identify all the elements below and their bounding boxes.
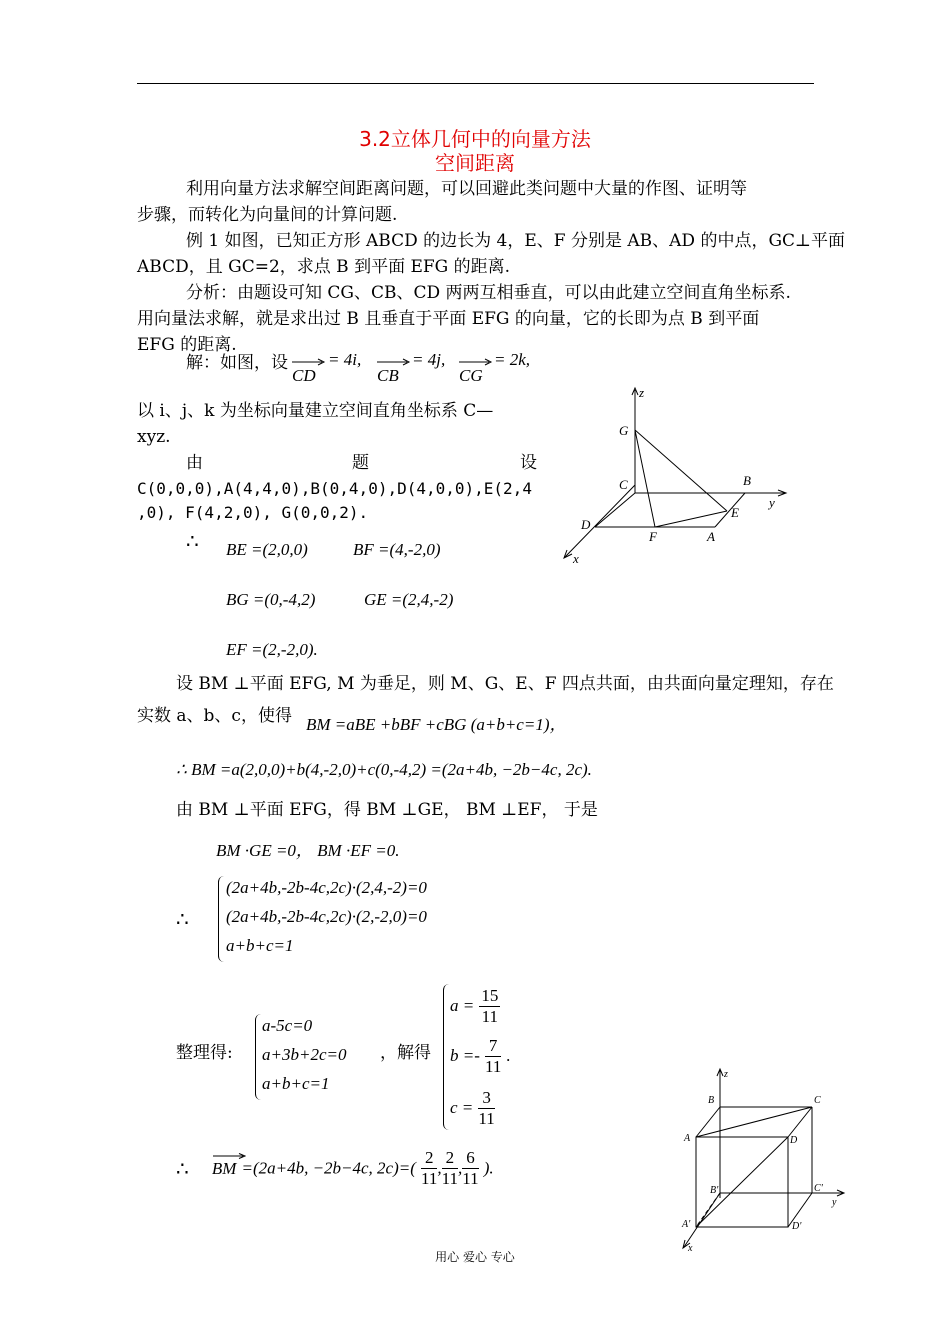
cube-label-bp: B' (710, 1185, 719, 1196)
vector-bg: BG =(0,-4,2) (226, 590, 316, 609)
edge-ab (715, 493, 745, 527)
final-fraction-2-denominator: 11 (441, 1169, 458, 1188)
fraction-c-numerator: 3 (478, 1088, 494, 1109)
final-vector-bm (212, 1159, 237, 1179)
vector-cg-value: = 2k, (494, 350, 531, 369)
cube-label-cp: C' (814, 1183, 823, 1194)
final-fraction-1 (421, 1148, 437, 1189)
figure-cube (672, 1065, 850, 1255)
cube-label-d: D (790, 1135, 798, 1146)
x-axis (565, 485, 635, 557)
cube-edge-ab (696, 1107, 720, 1137)
vector-arrow-icon (457, 358, 493, 366)
final-middle: =(2a+4b, −2b−4c, 2c)=( (241, 1158, 416, 1178)
example-line-2: ABCD，且 GC=2，求点 B 到平面 EFG 的距离. (137, 257, 511, 277)
vector-arrow-icon (290, 358, 326, 366)
system-brace (218, 876, 225, 962)
vector-be: BE =(2,0,0) (226, 540, 308, 559)
final-fraction-1-denominator: 11 (421, 1169, 438, 1188)
coplanar-line-2a: 实数 a、b、c，使得 (137, 706, 292, 726)
analysis-line-3: EFG 的距离. (137, 335, 237, 355)
intro-line-1: 利用向量方法求解空间距离问题，可以回避此类问题中大量的作图、证明等 (186, 179, 747, 199)
vector-ge: GE =(2,4,-2) (364, 590, 454, 609)
basis-line-1: 以 i、j、k 为坐标向量建立空间直角坐标系 C— (137, 401, 494, 421)
vector-cg-label: CG (459, 366, 483, 385)
vector-cd-value: = 4i, (328, 350, 362, 369)
final-fraction-1-numerator: 2 (421, 1148, 437, 1169)
coords-line-1: C(0,0,0),A(4,4,0),B(0,4,0),D(4,0,0),E(2,4 (137, 479, 532, 498)
therefore-1: ∴ (186, 529, 199, 553)
analysis-line-2: 用向量法求解，就是求出过 B 且垂直于平面 EFG 的向量，它的长即为点 B 到平面 (137, 309, 760, 329)
therefore-system: ∴ (176, 907, 189, 931)
header-rule (137, 83, 814, 84)
label-f: F (649, 529, 657, 544)
comma: , (458, 1158, 463, 1178)
cube-diagonal-ac (696, 1107, 812, 1137)
given-word-3: 设 (520, 453, 537, 473)
given-word-2: 题 (352, 453, 369, 473)
page-footer: 用心 爱心 专心 (435, 1250, 515, 1264)
coplanar-equation: BM =aBE +bBF +cBG (a+b+c=1)， (306, 715, 567, 734)
comma: , (437, 1158, 442, 1178)
solution-brace (443, 984, 450, 1130)
fraction-a-denominator: 11 (481, 1007, 499, 1026)
vector-bf: BF =(4,-2,0) (353, 540, 441, 559)
solution-b (450, 1036, 511, 1077)
system-eq-2: (2a+4b,-2b-4c,2c)·(2,-2,0)=0 (226, 907, 427, 926)
cube-label-x: x (688, 1243, 693, 1254)
final-fraction-2-numerator: 2 (442, 1148, 458, 1169)
solution-a-lhs: a = (450, 996, 475, 1015)
cube-label-c: C (814, 1095, 821, 1106)
solution-end: . (506, 1046, 511, 1065)
perp-line-2: BM ·GE =0， BM ·EF =0. (216, 841, 400, 860)
vector-cb-value: = 4j, (412, 350, 446, 369)
label-z: z (639, 385, 645, 400)
label-e: E (731, 505, 739, 520)
final-end: ). (483, 1158, 494, 1178)
edge-cd (595, 493, 635, 527)
analysis-line-1: 分析：由题设可知 CG、CB、CD 两两互相垂直，可以由此建立空间直角坐标系. (186, 283, 791, 303)
final-vector-label: BM (211, 1158, 237, 1178)
cube-label-a: A (684, 1133, 691, 1144)
fraction-a-numerator: 15 (481, 986, 499, 1005)
solution-a (450, 986, 500, 1027)
cube-label-ap: A' (682, 1219, 691, 1230)
fraction-b-denominator: 11 (484, 1057, 502, 1076)
solution-lead: 解：如图，设 (186, 353, 288, 373)
label-y: y (769, 495, 775, 510)
basis-line-2: xyz. (137, 427, 171, 447)
final-fraction-3-denominator: 11 (462, 1169, 479, 1188)
simplify-label: 整理得: (176, 1043, 233, 1063)
final-result (176, 1148, 494, 1189)
intro-line-2: 步骤，而转化为向量间的计算问题. (137, 205, 398, 225)
label-x: x (573, 551, 579, 565)
bm-expression: ∴ BM =a(2,0,0)+b(4,-2,0)+c(0,-4,2) =(2a+4b, −2b−4c, 2c). (176, 760, 592, 779)
vector-ef: EF =(2,-2,0). (226, 640, 318, 659)
perp-line-1: 由 BM ⊥平面 EFG，得 BM ⊥GE， BM ⊥EF， 于是 (176, 800, 598, 820)
solution-c (450, 1088, 495, 1129)
vector-cb-label: CB (377, 366, 399, 385)
simplify-brace (255, 1014, 262, 1100)
coplanar-line-1: 设 BM ⊥平面 EFG, M 为垂足，则 M、G、E、F 四点共面，由共面向量定理知，存在 (176, 674, 834, 694)
fraction-c-denominator: 11 (478, 1109, 495, 1128)
simplify-eq-2: a+3b+2c=0 (262, 1045, 347, 1064)
vector-cd-label: CD (292, 366, 316, 385)
fraction-a (479, 986, 500, 1027)
page-title: 3.2立体几何中的向量方法 (359, 127, 591, 151)
final-fraction-3 (462, 1148, 478, 1189)
label-b: B (743, 473, 751, 488)
solve-label: ，解得 (380, 1043, 431, 1063)
cube-diagonal-apd (696, 1137, 788, 1227)
system-eq-1: (2a+4b,-2b-4c,2c)·(2,4,-2)=0 (226, 878, 427, 897)
final-fraction-2 (442, 1148, 458, 1189)
label-a: A (707, 529, 715, 544)
coords-line-2: ,0), F(4,2,0), G(0,0,2). (137, 503, 369, 522)
label-d: D (581, 517, 591, 532)
solution-b-lhs: b =- (450, 1046, 480, 1065)
vector-arrow-icon (375, 358, 411, 366)
final-fraction-3-numerator: 6 (462, 1148, 478, 1169)
label-g: G (619, 423, 629, 438)
therefore-final: ∴ (176, 1156, 189, 1181)
fraction-c (478, 1088, 494, 1129)
system-eq-3: a+b+c=1 (226, 936, 294, 955)
example-line-1: 例 1 如图，已知正方形 ABCD 的边长为 4，E、F 分别是 AB、AD 的中点，GC⊥平面 (186, 231, 846, 251)
simplify-eq-3: a+b+c=1 (262, 1074, 330, 1093)
fraction-b-numerator: 7 (485, 1036, 501, 1057)
cube-label-z: z (724, 1069, 728, 1080)
cube-edge-dc (788, 1107, 812, 1137)
cube-label-b: B (708, 1095, 715, 1106)
edge-fe (655, 511, 727, 527)
simplify-eq-1: a-5c=0 (262, 1016, 313, 1035)
page-subtitle: 空间距离 (435, 151, 515, 175)
label-c: C (619, 477, 628, 492)
solution-c-lhs: c = (450, 1098, 474, 1117)
vector-arrow-icon (212, 1153, 246, 1159)
cube-label-y: y (832, 1197, 837, 1208)
given-word-1: 由 (186, 453, 203, 473)
cube-label-dp: D' (792, 1221, 802, 1232)
figure-tetrahedron (555, 385, 790, 565)
fraction-b (485, 1036, 501, 1077)
